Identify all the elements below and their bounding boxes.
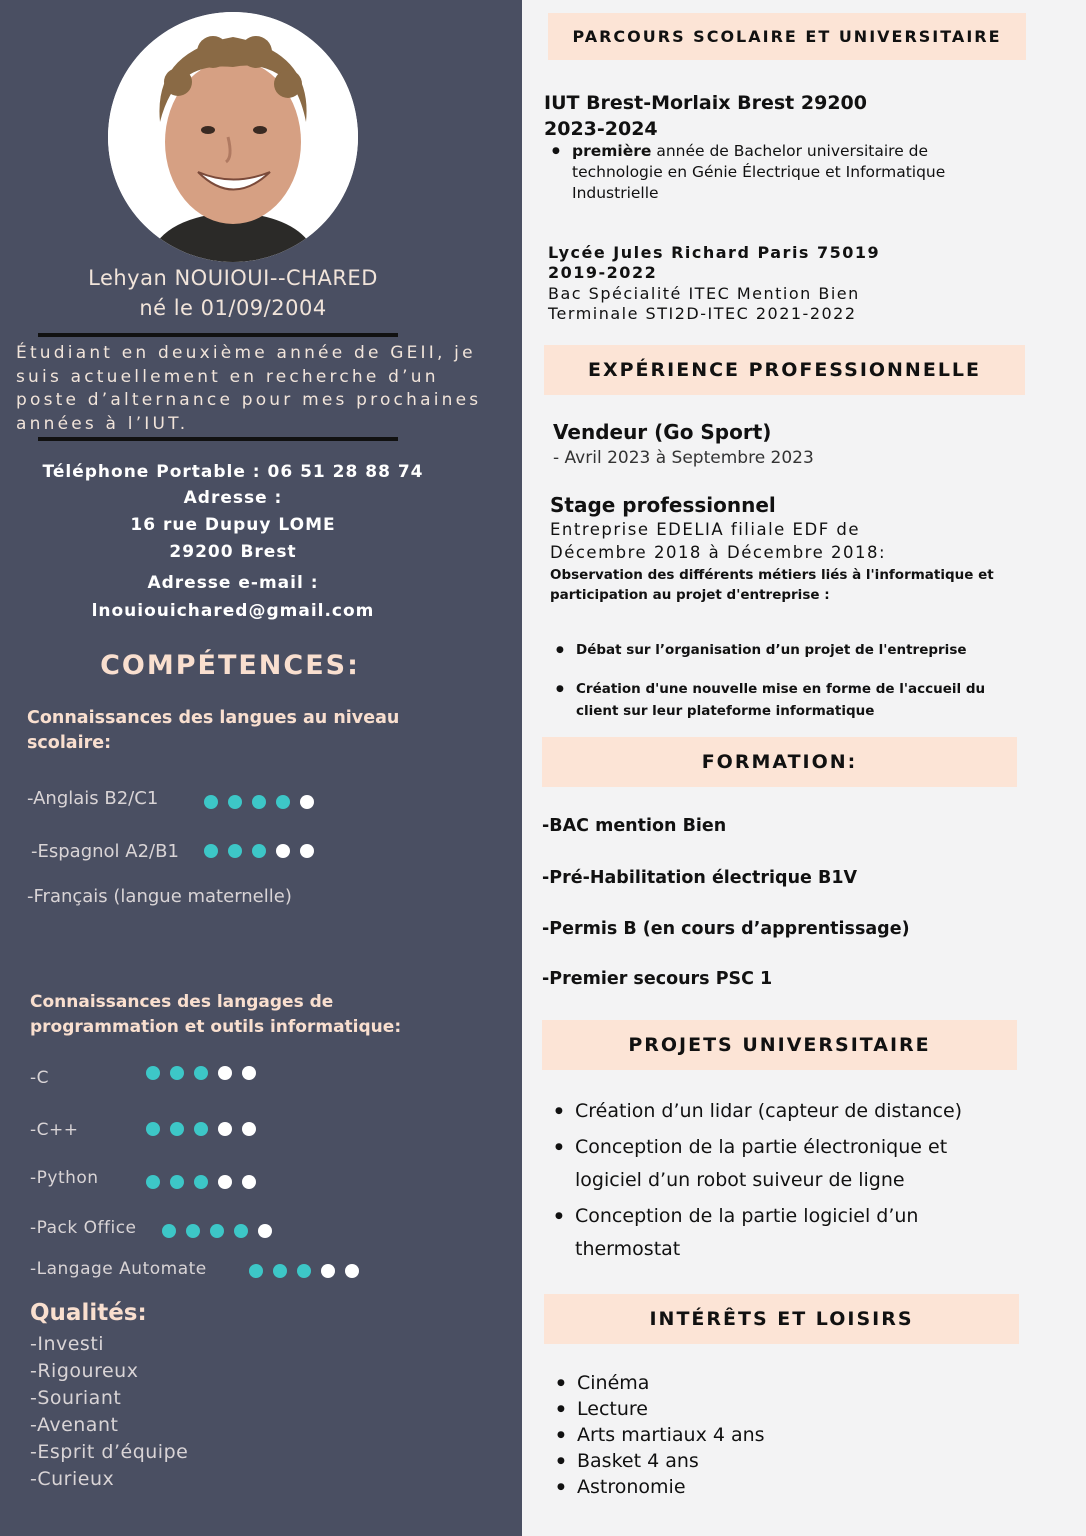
- projects-list: [553, 1095, 993, 1266]
- rating-dot: [170, 1066, 184, 1080]
- rating-dot: [249, 1264, 263, 1278]
- skill-python: -Python: [30, 1168, 99, 1188]
- sidebar: [0, 0, 522, 1536]
- formation-item: -Premier secours PSC 1: [542, 969, 773, 989]
- rating-dot: [170, 1122, 184, 1136]
- rating-dot: [228, 844, 242, 858]
- rating-dot: [194, 1175, 208, 1189]
- interests-list: [555, 1370, 955, 1500]
- rating-dot: [297, 1264, 311, 1278]
- quality-item: -Curieux: [30, 1468, 115, 1490]
- lycee-line2: Terminale STI2D-ITEC 2021-2022: [548, 304, 857, 323]
- lang-french: -Français (langue maternelle): [27, 886, 292, 907]
- skill-c: -C: [30, 1068, 50, 1088]
- skill-cpp: -C++: [30, 1120, 79, 1140]
- lycee-years: 2019-2022: [548, 263, 658, 282]
- iut-details: [550, 141, 980, 204]
- address-line2: 29200 Brest: [169, 542, 297, 562]
- skill-cpp-rating: [146, 1122, 256, 1136]
- rating-dot: [194, 1122, 208, 1136]
- formation-item: -Permis B (en cours d’apprentissage): [542, 919, 910, 939]
- job2-description: Observation des différents métiers liés à l'informatique et participation au projet d'entreprise :: [550, 567, 994, 603]
- rating-dot: [228, 795, 242, 809]
- project-item: ● Création d’un lidar (capteur de distance): [553, 1095, 993, 1128]
- project-item: ● Conception de la partie électronique et logiciel d’un robot suiveur de ligne: [553, 1131, 993, 1197]
- interest-item: ● Lecture: [555, 1396, 955, 1422]
- rating-dot: [204, 795, 218, 809]
- skill-c-rating: [146, 1066, 256, 1080]
- rating-dot: [146, 1175, 160, 1189]
- rating-dot: [170, 1175, 184, 1189]
- iut-detail-bold: première: [572, 142, 652, 160]
- rating-dot: [210, 1224, 224, 1238]
- address-label: Adresse :: [183, 488, 283, 508]
- rating-dot: [218, 1122, 232, 1136]
- rating-dot: [194, 1066, 208, 1080]
- main-content: [522, 0, 1086, 1536]
- quality-item: -Rigoureux: [30, 1360, 139, 1382]
- iut-detail-rest: année de Bachelor universitaire de technologie en Génie Électrique et Informatique Industrielle: [572, 142, 946, 202]
- languages-heading: Connaissances des langues au niveau scolaire:: [27, 708, 400, 753]
- section-interests-title: INTÉRÊTS ET LOISIRS: [544, 1294, 1019, 1344]
- lycee-title: Lycée Jules Richard Paris 75019: [548, 243, 881, 262]
- lang-spanish-rating: [204, 844, 314, 858]
- lycee-line1: Bac Spécialité ITEC Mention Bien: [548, 284, 860, 303]
- project-item: ● Conception de la partie logiciel d’un thermostat: [553, 1200, 993, 1266]
- interest-item: ● Cinéma: [555, 1370, 955, 1396]
- rating-dot: [234, 1224, 248, 1238]
- rating-dot: [252, 795, 266, 809]
- job1-dates: - Avril 2023 à Septembre 2023: [553, 448, 814, 468]
- job2-task-item: ● Débat sur l’organisation d’un projet de l'entreprise: [554, 639, 994, 661]
- skill-automate-rating: [249, 1264, 359, 1278]
- rating-dot: [242, 1122, 256, 1136]
- qualities-title: Qualités:: [30, 1300, 147, 1326]
- job2-task-item: ● Création d'une nouvelle mise en forme de l'accueil du client sur leur plateforme informatique: [554, 678, 994, 722]
- job2-line1: Entreprise EDELIA filiale EDF de: [550, 520, 861, 539]
- rating-dot: [276, 844, 290, 858]
- email-link[interactable]: lnouiouichared@gmail.com: [91, 601, 375, 621]
- skills-title: COMPÉTENCES:: [100, 650, 360, 681]
- formation-item: -BAC mention Bien: [542, 816, 727, 836]
- skill-automate: -Langage Automate: [30, 1259, 207, 1279]
- rating-dot: [242, 1175, 256, 1189]
- rating-dot: [146, 1122, 160, 1136]
- skill-pack-office: -Pack Office: [30, 1218, 137, 1238]
- lang-spanish: -Espagnol A2/B1: [31, 841, 179, 862]
- job2-tasks: [554, 639, 994, 722]
- rating-dot: [300, 795, 314, 809]
- profile-photo: [108, 12, 358, 262]
- divider-bottom: [38, 437, 398, 441]
- rating-dot: [252, 844, 266, 858]
- rating-dot: [146, 1066, 160, 1080]
- address-line1: 16 rue Dupuy LOME: [130, 515, 336, 535]
- skill-python-rating: [146, 1175, 256, 1189]
- rating-dot: [345, 1264, 359, 1278]
- rating-dot: [321, 1264, 335, 1278]
- job1-title: Vendeur (Go Sport): [553, 420, 772, 444]
- rating-dot: [162, 1224, 176, 1238]
- rating-dot: [276, 795, 290, 809]
- interest-item: ● Astronomie: [555, 1474, 955, 1500]
- rating-dot: [204, 844, 218, 858]
- quality-item: -Investi: [30, 1333, 105, 1355]
- section-experience-title: EXPÉRIENCE PROFESSIONNELLE: [544, 345, 1025, 395]
- email-label: Adresse e-mail :: [147, 573, 319, 593]
- rating-dot: [258, 1224, 272, 1238]
- lang-english: -Anglais B2/C1: [27, 788, 159, 809]
- iut-years: 2023-2024: [544, 118, 658, 140]
- rating-dot: [218, 1066, 232, 1080]
- full-name: Lehyan NOUIOUI--CHARED: [88, 266, 378, 290]
- rating-dot: [186, 1224, 200, 1238]
- interest-item: ● Arts martiaux 4 ans: [555, 1422, 955, 1448]
- phone: Téléphone Portable : 06 51 28 88 74: [42, 462, 424, 482]
- programming-heading: Connaissances des langages de programmation et outils informatique:: [30, 992, 402, 1037]
- divider-top: [38, 333, 398, 337]
- section-formation-title: FORMATION:: [542, 737, 1017, 787]
- quality-item: -Souriant: [30, 1387, 122, 1409]
- intro-text: Étudiant en deuxième année de GEII, je suis actuellement en recherche d’un poste d’alternance pour mes prochaines années à l’IUT.: [16, 343, 482, 434]
- rating-dot: [242, 1066, 256, 1080]
- rating-dot: [300, 844, 314, 858]
- rating-dot: [273, 1264, 287, 1278]
- quality-item: -Avenant: [30, 1414, 119, 1436]
- interest-item: ● Basket 4 ans: [555, 1448, 955, 1474]
- formation-item: -Pré-Habilitation électrique B1V: [542, 868, 858, 888]
- iut-detail-item: [550, 141, 980, 204]
- section-projects-title: PROJETS UNIVERSITAIRE: [542, 1020, 1017, 1070]
- job2-line2: Décembre 2018 à Décembre 2018:: [550, 543, 887, 562]
- portrait-photo-icon: [108, 12, 358, 262]
- job2-title: Stage professionnel: [550, 493, 776, 517]
- quality-item: -Esprit d’équipe: [30, 1441, 189, 1463]
- iut-title: IUT Brest-Morlaix Brest 29200: [544, 92, 867, 114]
- section-education-title: PARCOURS SCOLAIRE ET UNIVERSITAIRE: [548, 13, 1026, 60]
- lang-english-rating: [204, 795, 314, 809]
- rating-dot: [218, 1175, 232, 1189]
- skill-pack-office-rating: [162, 1224, 272, 1238]
- birth-date: né le 01/09/2004: [139, 296, 327, 320]
